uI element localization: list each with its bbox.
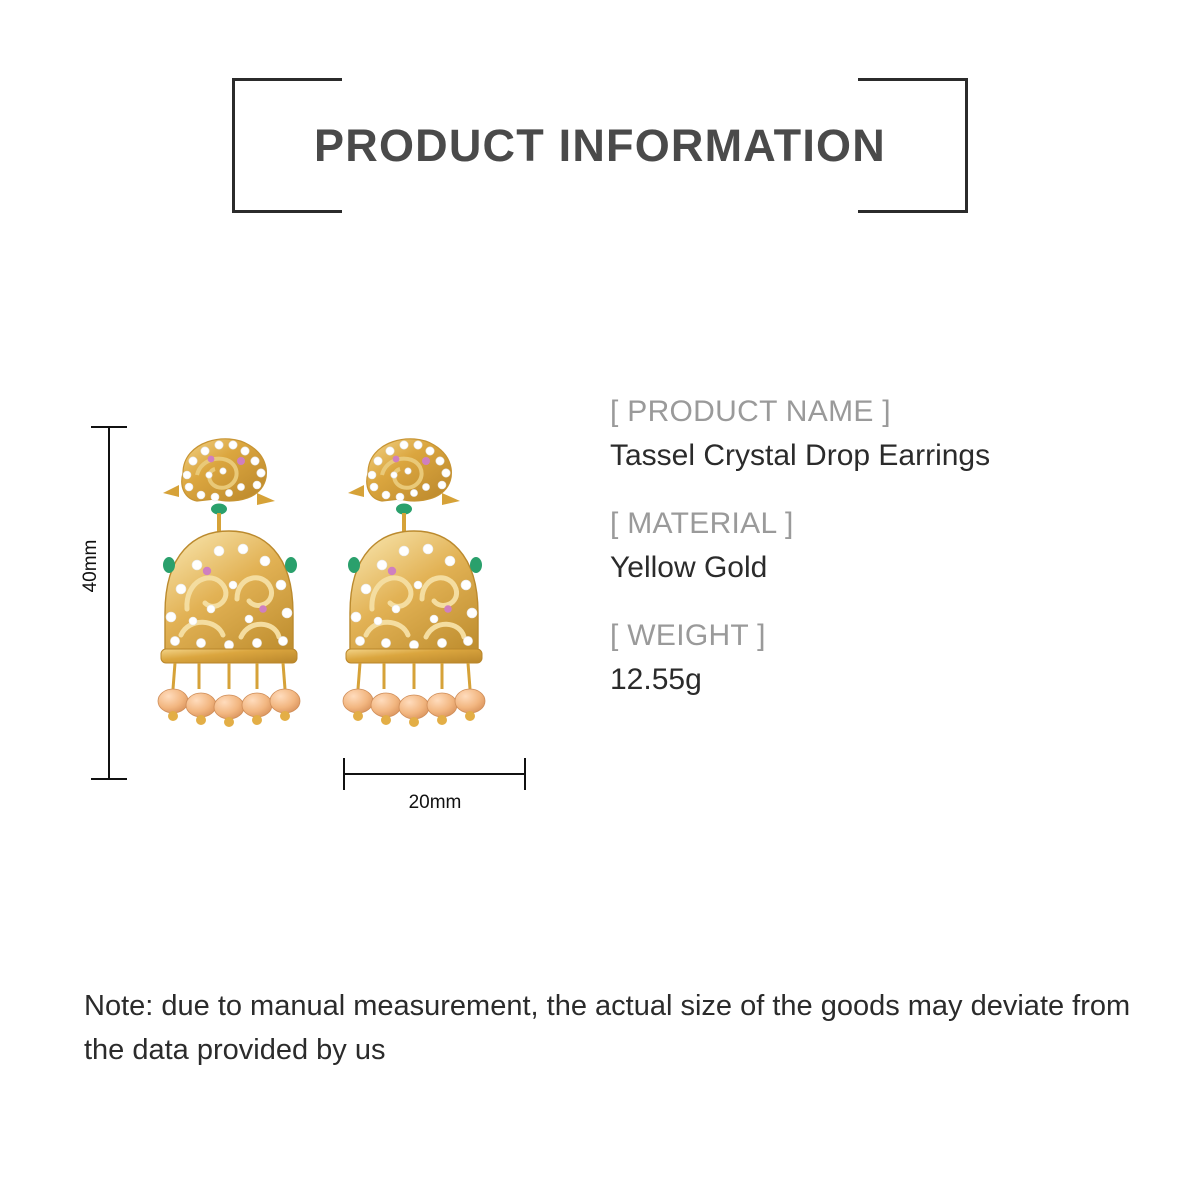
width-dimension-label: 20mm bbox=[408, 792, 462, 813]
spec-label-weight: [ WEIGHT ] bbox=[610, 619, 766, 652]
page-title: PRODUCT INFORMATION bbox=[314, 120, 886, 171]
product-image-earring-left bbox=[145, 413, 325, 773]
ruler-line-vertical bbox=[108, 427, 110, 779]
spec-value-weight: 12.55g bbox=[610, 663, 702, 696]
measurement-note: Note: due to manual measurement, the actual size of the goods may deviate from the data provided by us bbox=[84, 990, 1131, 1066]
spec-label-product-name: [ PRODUCT NAME ] bbox=[610, 395, 891, 428]
spec-value-material: Yellow Gold bbox=[610, 551, 768, 584]
product-spec-list bbox=[610, 395, 1130, 697]
spec-label-material: [ MATERIAL ] bbox=[610, 507, 794, 540]
ruler-cap-right bbox=[524, 758, 526, 790]
ruler-cap-bottom bbox=[91, 778, 127, 780]
header-banner bbox=[232, 78, 968, 218]
ruler-line-horizontal bbox=[344, 773, 524, 775]
spec-value-product-name: Tassel Crystal Drop Earrings bbox=[610, 439, 991, 472]
product-image-earring-right bbox=[330, 413, 510, 773]
height-dimension-label: 40mm bbox=[80, 539, 101, 593]
product-figure bbox=[60, 405, 560, 835]
